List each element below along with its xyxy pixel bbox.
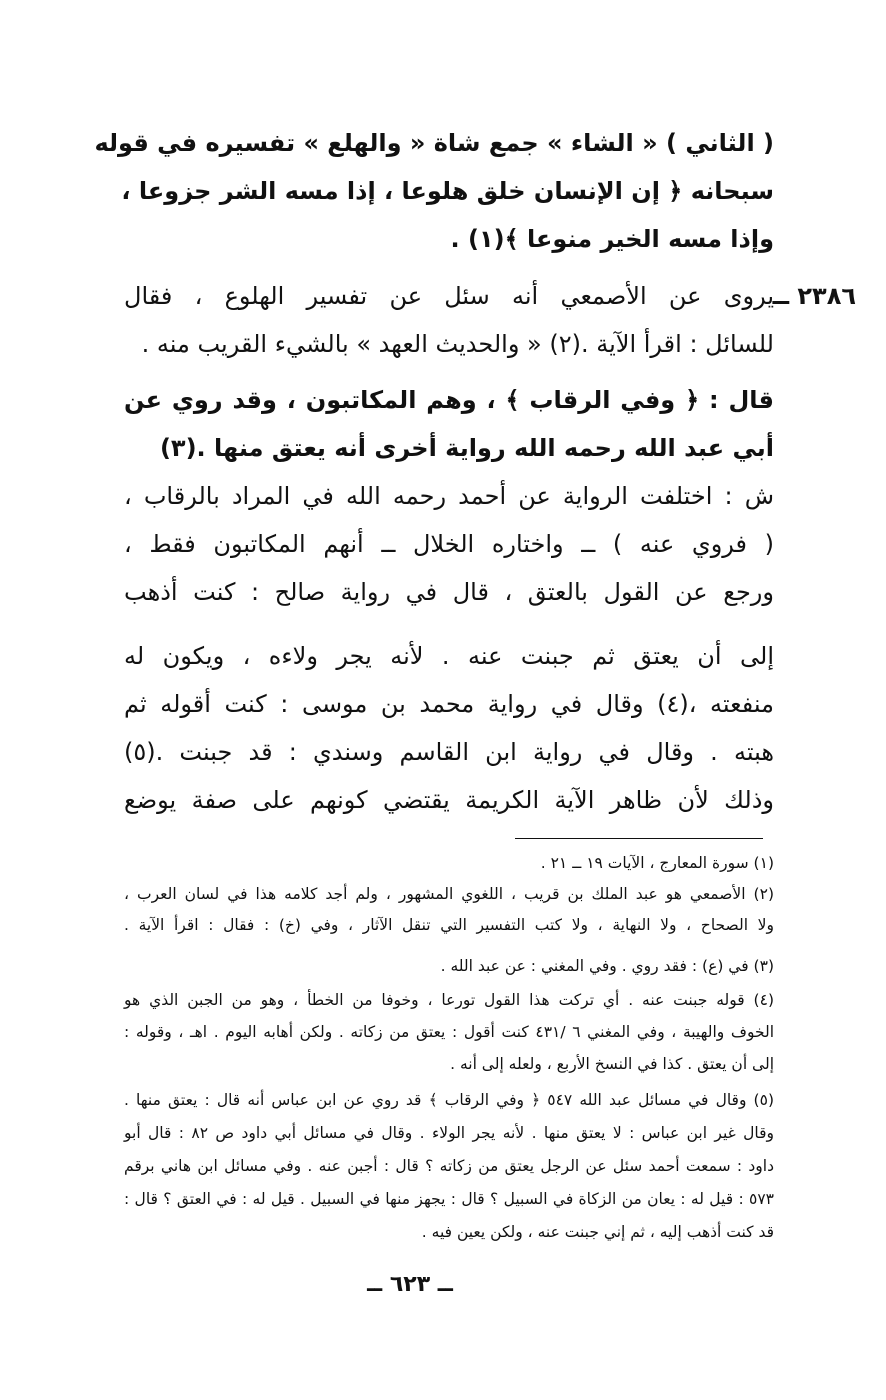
footnote-4-line-3: إلى أن يعتق . كذا في النسخ الأربع ، ولعله إلى أنه . bbox=[450, 1055, 774, 1073]
entry3-line-7: منفعته ،(٤) وقال في رواية محمد بن موسى : كنت أقوله ثم bbox=[124, 690, 774, 718]
entry-number: ٢٣٨٦ ــ bbox=[772, 282, 856, 310]
entry2-line-2: للسائل : اقرأ الآية .(٢) « والحديث العهد » بالشيء القريب منه . bbox=[141, 330, 774, 358]
footnote-4-line-1: (٤) قوله جبنت عنه . أي تركت هذا القول تورعا ، وخوفا من الخطأ ، وهو من الجبن الذي هو bbox=[124, 991, 774, 1009]
entry3-line-8: هبته . وقال في رواية ابن القاسم وسندي : قد جبنت .(٥) bbox=[124, 738, 774, 766]
footnote-separator bbox=[515, 838, 763, 839]
entry3-line-2: أبي عبد الله رحمه الله رواية أخرى أنه يعتق منها .(٣) bbox=[159, 434, 774, 462]
entry2-line-1: يروى عن الأصمعي أنه سئل عن تفسير الهلوع ، فقال bbox=[124, 282, 774, 310]
entry3-line-3: ش : اختلفت الرواية عن أحمد رحمه الله في المراد بالرقاب ، bbox=[124, 482, 774, 510]
entry1-line-3: وإذا مسه الخير منوعا ﴾(١) . bbox=[450, 225, 774, 253]
footnote-5-line-5: قد كنت أذهب إليه ، ثم إني جبنت عنه ، ولكن يعين فيه . bbox=[421, 1223, 774, 1241]
footnote-4-line-2: الخوف والهيبة ، وفي المغني ٦ /٤٣١ كنت أقول : يعتق من زكاته . ولكن أهابه اليوم . اهـ ، وقوله : bbox=[124, 1023, 775, 1041]
footnote-5-line-1: (٥) وقال في مسائل عبد الله ٥٤٧ ﴿ وفي الرقاب ﴾ قد روي عن ابن عباس أنه قال : يعتق منها . bbox=[124, 1091, 774, 1109]
footnote-3: (٣) في (ع) : فقد روي . وفي المغني : عن عبد الله . bbox=[440, 957, 774, 975]
entry1-line-1: ( الثاني ) « الشاء » جمع شاة « والهلع » تفسيره في قوله bbox=[94, 129, 774, 157]
entry3-line-6: إلى أن يعتق ثم جبنت عنه . لأنه يجر ولاءه ، ويكون له bbox=[124, 642, 774, 670]
footnote-5-line-3: داود : سمعت أحمد سئل عن الرجل يعتق من زكاته ؟ قال : أجبن عنه . وفي مسائل ابن هاني برقم bbox=[124, 1157, 774, 1175]
page-number: ــ ٦٢٣ ــ bbox=[367, 1272, 453, 1297]
entry1-line-2: سبحانه ﴿ إن الإنسان خلق هلوعا ، إذا مسه الشر جزوعا ، bbox=[121, 177, 774, 205]
footnote-2-line-2: ولا الصحاح ، ولا النهاية ، ولا كتب التفسير التي تنقل الآثار ، وفي (خ) : فقال : اقرأ الآية . bbox=[124, 916, 774, 934]
footnote-5-line-2: وقال غير ابن عباس : لا يعتق منها . لأنه يجر الولاء . وقال في مسائل أبي داود ص ٨٢ : قال أبو bbox=[124, 1124, 774, 1142]
entry3-line-9: وذلك لأن ظاهر الآية الكريمة يقتضي كونهم على صفة يوضع bbox=[124, 786, 774, 814]
entry3-line-4: ( فروي عنه ) ــ واختاره الخلال ــ أنهم المكاتبون فقط ، bbox=[124, 530, 774, 558]
footnote-2-line-1: (٢) الأصمعي هو عبد الملك بن قريب ، اللغوي المشهور ، ولم أجد كلامه هذا في لسان العرب ، bbox=[124, 885, 774, 903]
footnote-1: (١) سورة المعارج ، الآيات ١٩ ــ ٢١ . bbox=[540, 854, 774, 872]
footnote-5-line-4: ٥٧٣ : قيل له : يعان من الزكاة في السبيل ؟ قال : يجهز منها في السبيل . قيل له : في العتق ؟ قال : bbox=[124, 1190, 774, 1208]
entry3-line-5: ورجع عن القول بالعتق ، قال في رواية صالح : كنت أذهب bbox=[124, 578, 774, 606]
entry3-line-1: قال : ﴿ وفي الرقاب ﴾ ، وهم المكاتبون ، وقد روي عن bbox=[124, 386, 774, 414]
